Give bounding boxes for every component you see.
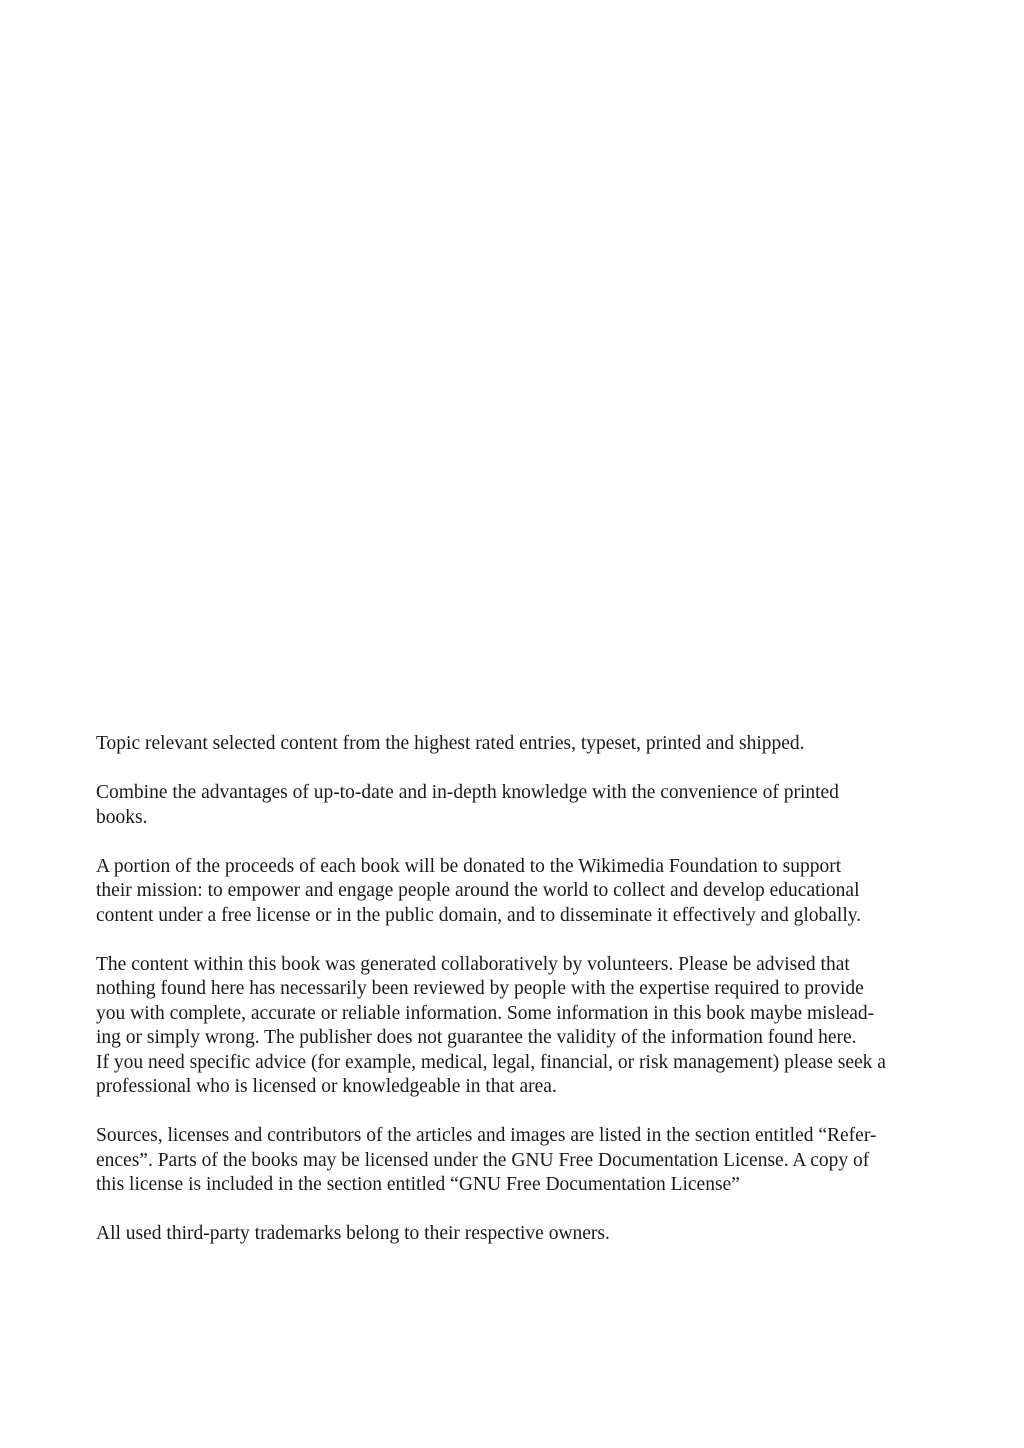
text-line: ing or simply wrong. The publisher does not guarantee the validity of the information found here.	[96, 1027, 857, 1048]
text-line: books.	[96, 806, 148, 828]
text-line: Combine the advantages of up-to-date and in-depth knowledge with the convenience of printed	[96, 782, 839, 803]
text-line: their mission: to empower and engage people around the world to collect and develop educational	[96, 880, 860, 901]
text-line: All used third-party trademarks belong to their respective owners.	[96, 1223, 610, 1244]
paragraph-sources	[96, 1124, 926, 1198]
text-line: ences”. Parts of the books may be licensed under the GNU Free Documentation License. A copy of	[96, 1149, 870, 1171]
disclaimer-text	[96, 732, 926, 1271]
text-line: A portion of the proceeds of each book will be donated to the Wikimedia Foundation to support	[96, 855, 842, 877]
paragraph-combine	[96, 781, 926, 830]
text-line: content under a free license or in the public domain, and to disseminate it effectively and globally.	[96, 904, 862, 926]
paragraph-proceeds	[96, 855, 926, 929]
text-line: Sources, licenses and contributors of the articles and images are listed in the section entitled “Refer-	[96, 1125, 877, 1146]
text-line: this license is included in the section entitled “GNU Free Documentation License”	[96, 1174, 740, 1195]
text-line: you with complete, accurate or reliable information. Some information in this book maybe mislead-	[96, 1002, 875, 1024]
text-line: Topic relevant selected content from the highest rated entries, typeset, printed and shipped.	[96, 733, 805, 754]
paragraph-content-advice	[96, 953, 926, 1100]
text-line: professional who is licensed or knowledgeable in that area.	[96, 1076, 557, 1097]
text-line: If you need specific advice (for example, medical, legal, financial, or risk management) please seek a	[96, 1051, 886, 1073]
text-line: nothing found here has necessarily been reviewed by people with the expertise required to provide	[96, 978, 864, 999]
paragraph-trademarks	[96, 1222, 926, 1247]
text-line: The content within this book was generated collaboratively by volunteers. Please be advised that	[96, 953, 850, 975]
paragraph-topic	[96, 732, 926, 757]
